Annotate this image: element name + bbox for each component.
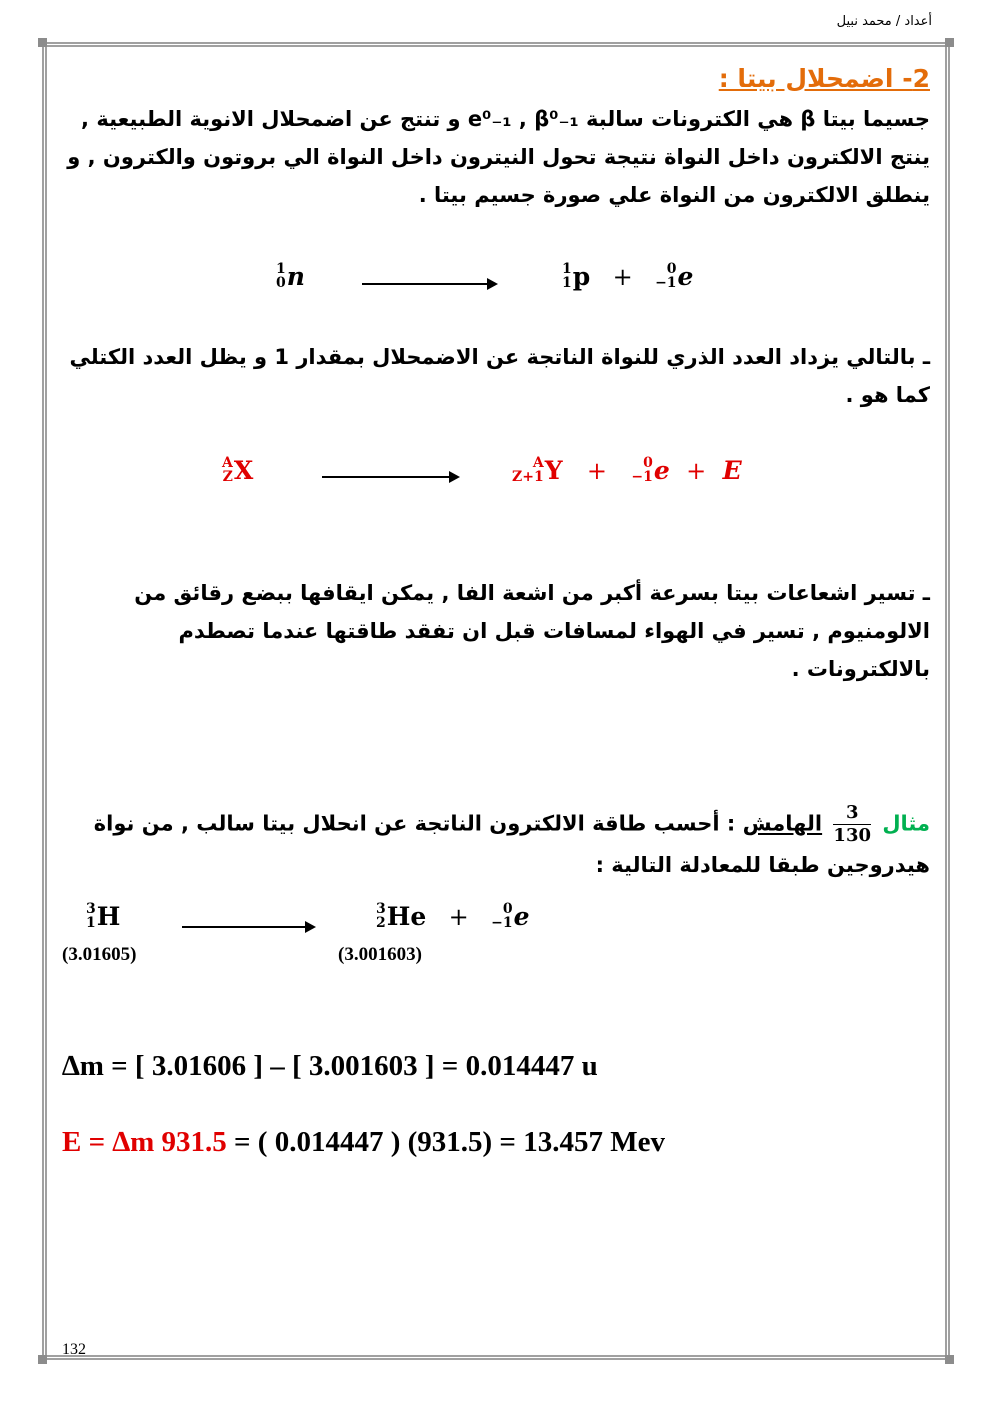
mass-number: 0 — [666, 260, 677, 277]
atomic-number: 1 — [86, 914, 96, 931]
atomic-number: −1 — [655, 274, 677, 291]
atomic-number: 1 — [562, 274, 572, 291]
helium-symbol: He — [386, 902, 427, 931]
frame-corner-tr — [945, 38, 954, 47]
atomic-number: Z — [222, 468, 233, 485]
equation-products-1 — [562, 262, 693, 293]
margin-word: الهامش — [742, 811, 823, 836]
atomic-number: Z+1 — [512, 468, 544, 485]
plus-sign: + — [686, 457, 707, 485]
section-title — [62, 64, 930, 93]
mass-number: 3 — [86, 900, 96, 917]
mass-number: A — [532, 454, 544, 471]
mass-number: 1 — [276, 260, 286, 277]
daughter-symbol: Y — [544, 456, 563, 485]
mass-hydrogen: (3.01605) — [62, 944, 137, 965]
mass-number: 0 — [643, 454, 653, 471]
energy-symbol: E — [722, 456, 742, 485]
intro-paragraph: جسيما بيتا β هي الكترونات سالبة e⁰₋₁ , β⁰₋₁ و تنتج عن اضمحلال الانوية الطبيعية , ينتج الالكترون داخل النواة نتيجة تحول النيترون داخل النواة الي بروتون والكترون , و ينطلق الالكترون من النواة علي صورة جسيم بيتا . — [67, 107, 930, 207]
atomic-number: −1 — [631, 468, 653, 485]
equation-neutron — [276, 262, 305, 293]
energy-line — [62, 1126, 665, 1159]
atomic-number: 2 — [376, 914, 386, 931]
electron-symbol: e — [653, 456, 670, 485]
mass-number: 0 — [502, 900, 513, 917]
mass-helium: (3.001603) — [338, 944, 422, 965]
energy-result: = ( 0.014447 ) (931.5) = 13.457 Mev — [226, 1126, 665, 1158]
electron-symbol: e — [677, 262, 694, 291]
example-label: مثال — [882, 811, 930, 836]
colon: : — [726, 811, 736, 836]
example-block — [62, 802, 930, 883]
mass-number: 1 — [562, 260, 572, 277]
atomic-number: −1 — [491, 914, 513, 931]
equation-tritium — [86, 902, 120, 933]
plus-sign: + — [612, 263, 633, 291]
mass-number: 3 — [376, 900, 386, 917]
equation-products-3 — [376, 902, 530, 933]
paragraph-3: ـ تسير اشعاعات بيتا بسرعة أكبر من اشعة الفا , يمكن ايقافها ببضع رقائق من الالومنيوم , تسير في الهواء لمسافات قبل ان تفقد طاقتها عندما تصطدم بالالكترونات . — [134, 581, 930, 681]
mass-defect-line: ∆m = [ 3.01606 ] – [ 3.001603 ] = 0.014447 u — [62, 1050, 598, 1082]
neutron-symbol: n — [286, 262, 305, 291]
reaction-arrow-3 — [182, 926, 314, 928]
page-frame — [42, 42, 950, 1360]
atomic-number: 0 — [276, 274, 286, 291]
hydrogen-symbol: H — [96, 902, 121, 931]
page-number: 132 — [62, 1341, 86, 1358]
frame-corner-bl — [38, 1355, 47, 1364]
author-header: أعداد / محمد نبيل — [836, 14, 932, 29]
plus-sign: + — [586, 457, 608, 485]
equation-products-2 — [512, 456, 742, 487]
margin-fraction — [833, 802, 871, 847]
fraction-numerator: 3 — [833, 802, 871, 825]
example-question: أحسب طاقة الالكترون الناتجة عن انحلال بيتا سالب , من نواة هيدروجين طبقا للمعادلة التالية : — [93, 811, 930, 877]
fraction-denominator: 130 — [833, 825, 871, 846]
frame-corner-tl — [38, 38, 47, 47]
paragraph-2: ـ بالتالي يزداد العدد الذري للنواة الناتجة عن الاضمحلال بمقدار 1 و يظل العدد الكتلي كما هو . — [69, 345, 930, 407]
plus-sign: + — [448, 903, 469, 931]
electron-symbol: e — [513, 902, 530, 931]
proton-symbol: p — [572, 262, 591, 291]
equation-parent — [222, 456, 253, 487]
mass-number: A — [222, 454, 233, 471]
reaction-arrow-2 — [322, 476, 458, 478]
parent-symbol: X — [233, 456, 254, 485]
section-title-text: 2- اضمحلال بيتا : — [718, 64, 930, 93]
frame-corner-br — [945, 1355, 954, 1364]
energy-formula: E = ∆m 931.5 — [62, 1126, 227, 1158]
reaction-arrow-1 — [362, 283, 496, 285]
